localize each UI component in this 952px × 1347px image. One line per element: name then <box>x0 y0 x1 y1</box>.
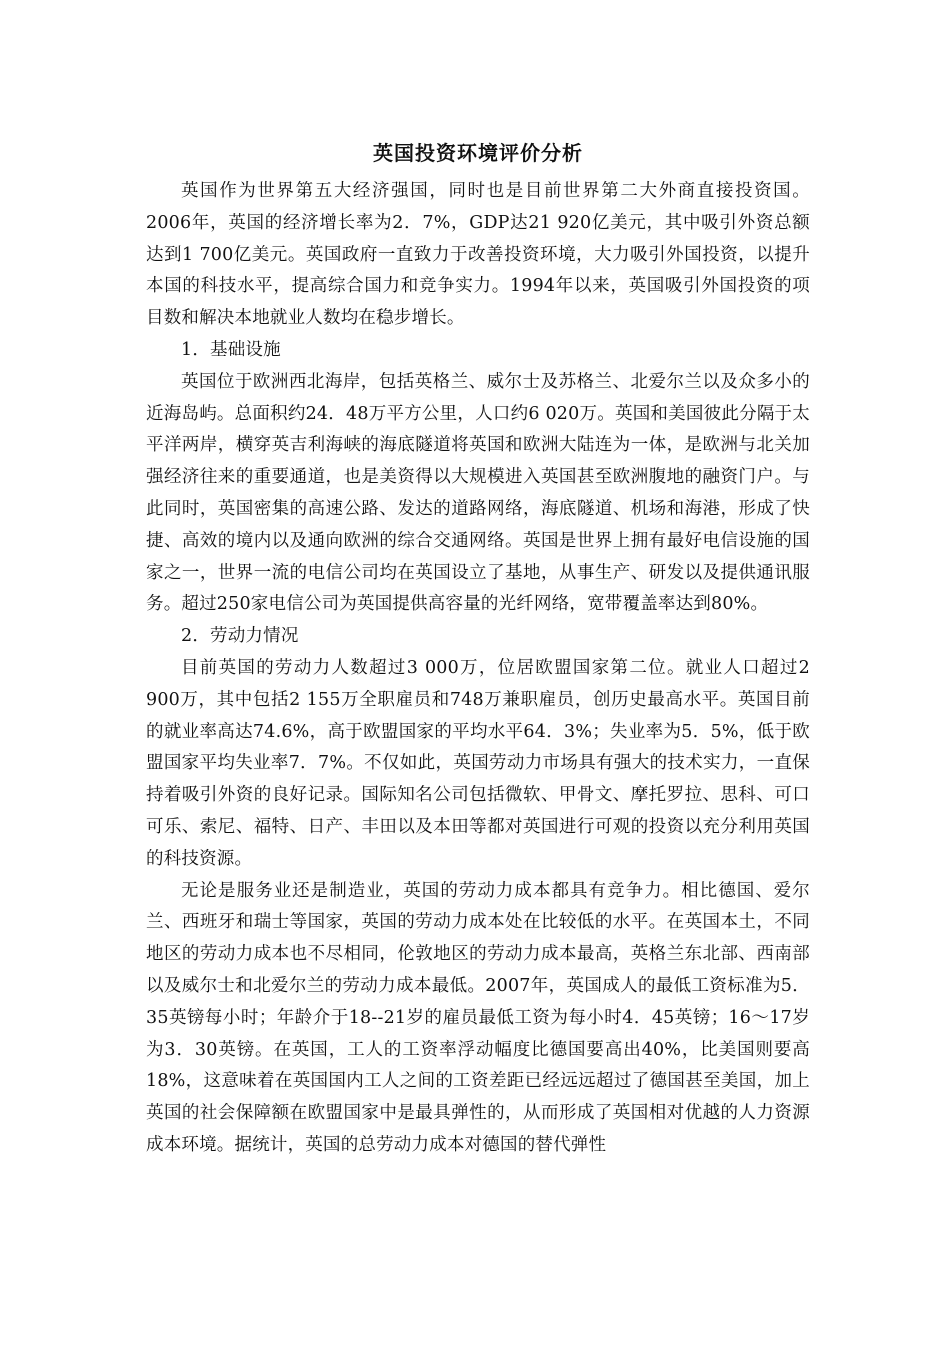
document-body <box>146 136 810 1162</box>
infrastructure-paragraph: 英国位于欧洲西北海岸，包括英格兰、威尔士及苏格兰、北爱尔兰以及众多小的近海岛屿。总面积约24．48万平方公里，人口约6 020万。英国和美国彼此分隔于太平洋两岸，横穿英吉利海峡的海底隧道将英国和欧洲大陆连为一体，是欧洲与北关加强经济往来的重要通道，也是美资得以大规模进入英国甚至欧洲腹地的融资门户。与此同时，英国密集的高速公路、发达的道路网络，海底隧道、机场和海港，形成了快捷、高效的境内以及通向欧洲的综合交通网络。英国是世界上拥有最好电信设施的国家之一，世界一流的电信公司均在英国设立了基地，从事生产、研发以及提供通讯服务。超过250家电信公司为英国提供高容量的光纤网络，宽带覆盖率达到80%。 <box>146 371 810 615</box>
labor-paragraph: 目前英国的劳动力人数超过3 000万，位居欧盟国家第二位。就业人口超过2 900万，其中包括2 155万全职雇员和748万兼职雇员，创历史最高水平。英国目前的就业率高达74.6%，高于欧盟国家的平均水平64．3%；失业率为5．5%，低于欧盟国家平均失业率7．7%。不仅如此，英国劳动力市场具有强大的技术实力，一直保持着吸引外资的良好记录。国际知名公司包括微软、甲骨文、摩托罗拉、思科、可口可乐、索尼、福特、日产、丰田以及本田等都对英国进行可观的投资以充分利用英国的科技资源。 <box>146 657 810 869</box>
section-heading-infrastructure: 1．基础设施 <box>181 339 281 360</box>
page-title: 英国投资环境评价分析 <box>373 141 583 165</box>
labor-cost-paragraph: 无论是服务业还是制造业，英国的劳动力成本都具有竞争力。相比德国、爱尔兰、西班牙和瑞士等国家，英国的劳动力成本处在比较低的水平。在英国本土，不同地区的劳动力成本也不尽相同，伦敦地区的劳动力成本最高，英格兰东北部、西南部以及威尔士和北爱尔兰的劳动力成本最低。2007年，英国成人的最低工资标准为5．35英镑每小时；年龄介于18--21岁的雇员最低工资为每小时4．45英镑；16～17岁为3．30英镑。在英国，工人的工资率浮动幅度比德国要高出40%，比美国则要高18%，这意味着在英国国内工人之间的工资差距已经远远超过了德国甚至美国，加上英国的社会保障额在欧盟国家中是最具弹性的，从而形成了英国相对优越的人力资源成本环境。据统计，英国的总劳动力成本对德国的替代弹性 <box>146 880 810 1155</box>
intro-paragraph: 英国作为世界第五大经济强国，同时也是目前世界第二大外商直接投资国。2006年，英国的经济增长率为2．7%，GDP达21 920亿美元，其中吸引外资总额达到1 700亿美元。英国政府一直致力于改善投资环境，大力吸引外国投资，以提升本国的科技水平，提高综合国力和竞争实力。1994年以来，英国吸引外国投资的项目数和解决本地就业人数均在稳步增长。 <box>146 181 810 329</box>
section-heading-labor: 2．劳动力情况 <box>181 626 299 647</box>
